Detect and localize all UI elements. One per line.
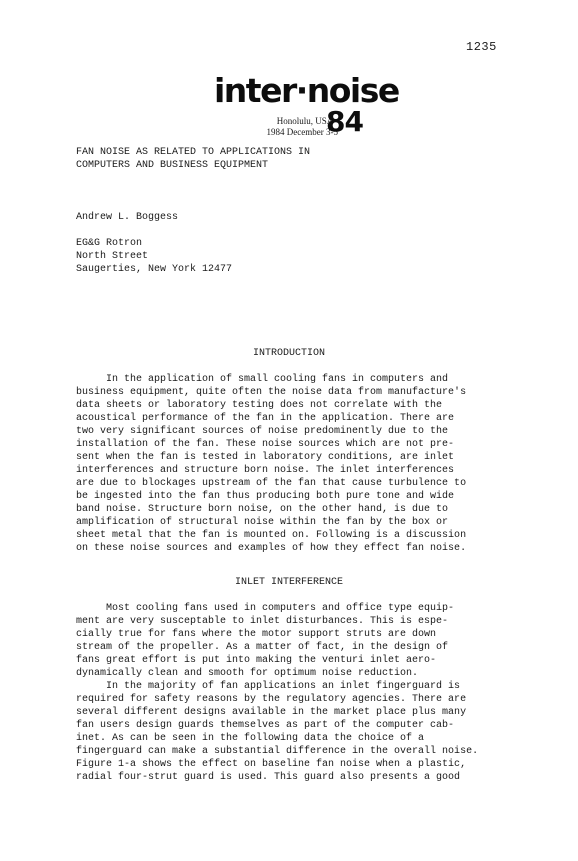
section-heading-introduction: INTRODUCTION <box>252 348 325 359</box>
text-line: In the application of small cooling fans in computers and <box>76 374 449 385</box>
text-line: installation of the fan. These noise sources which are not pre- <box>76 439 455 450</box>
logo-year: 84 <box>326 105 363 138</box>
text-line: stream of the propeller. As a matter of fact, in the design of <box>76 642 449 653</box>
title-line: FAN NOISE AS RELATED TO APPLICATIONS IN <box>76 147 311 158</box>
text-line: be ingested into the fan thus producing both pure tone and wide <box>76 491 455 502</box>
logo-wordmark: inter·noise <box>214 71 399 110</box>
text-line: acoustical performance of the fan in the application. There are <box>76 413 455 424</box>
text-line: inet. As can be seen in the following data the choice of a <box>76 733 425 744</box>
text-line: sent when the fan is tested in laboratory conditions, are inlet <box>76 452 455 463</box>
inlet-interference-body <box>76 602 516 784</box>
author-affiliation <box>76 237 232 276</box>
text-line: business equipment, quite often the noise data from manufacture's <box>76 387 467 398</box>
text-line: fans great effort is put into making the venturi inlet aero- <box>76 655 437 666</box>
text-line: fan users design guards themselves as part of the computer cab- <box>76 720 455 731</box>
paper-title <box>76 146 310 172</box>
text-line: two very significant sources of noise predominently due to the <box>76 426 449 437</box>
text-line: dynamically clean and smooth for optimum noise reduction. <box>76 668 419 679</box>
text-line: are due to blockages upstream of the fan that cause turbulence to <box>76 478 467 489</box>
affiliation-line: EG&G Rotron <box>76 238 143 249</box>
section-heading-inlet-interference: INLET INTERFERENCE <box>234 577 344 588</box>
affiliation-line: North Street <box>76 251 149 262</box>
text-line: radial four-strut guard is used. This guard also presents a good <box>76 772 461 783</box>
logo-date: 1984 December 3-5 <box>266 127 338 137</box>
text-line: amplification of structural noise within the fan by the box or <box>76 517 449 528</box>
text-line: band noise. Structure born noise, on the other hand, is due to <box>76 504 449 515</box>
logo-city: Honolulu, USA <box>276 116 334 126</box>
text-line: sheet metal that the fan is mounted on. Following is a discussion <box>76 530 467 541</box>
author-name: Andrew L. Boggess <box>76 212 179 223</box>
text-line: several different designs available in the market place plus many <box>76 707 467 718</box>
text-line: In the majority of fan applications an inlet fingerguard is <box>76 681 461 692</box>
text-line: fingerguard can make a substantial difference in the overall noise. <box>76 746 479 757</box>
title-line: COMPUTERS AND BUSINESS EQUIPMENT <box>76 160 269 171</box>
text-line: Figure 1-a shows the effect on baseline fan noise when a plastic, <box>76 759 467 770</box>
text-line: interferences and structure born noise. The inlet interferences <box>76 465 455 476</box>
text-line: on these noise sources and examples of how they effect fan noise. <box>76 543 467 554</box>
text-line: required for safety reasons by the regulatory agencies. There are <box>76 694 467 705</box>
text-line: data sheets or laboratory testing does not correlate with the <box>76 400 443 411</box>
text-line: ment are very susceptable to inlet disturbances. This is espe- <box>76 616 449 627</box>
introduction-body <box>76 373 516 555</box>
affiliation-line: Saugerties, New York 12477 <box>76 264 233 275</box>
text-line: cially true for fans where the motor support struts are down <box>76 629 437 640</box>
page-number: 1235 <box>466 40 497 54</box>
conference-logo <box>200 71 400 144</box>
text-line: Most cooling fans used in computers and office type equip- <box>76 603 455 614</box>
